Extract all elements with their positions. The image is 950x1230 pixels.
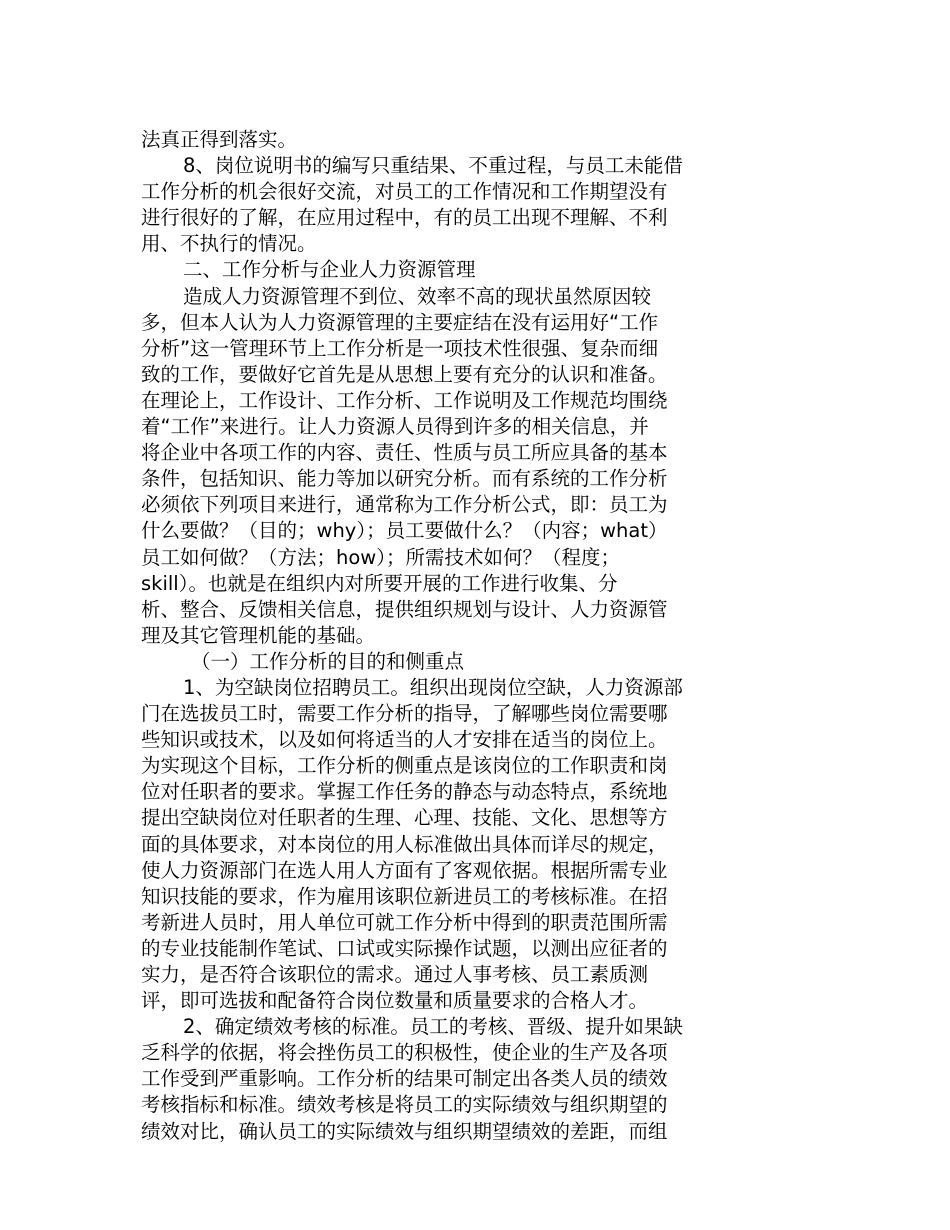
text-line: 工作分析的机会很好交流，对员工的工作情况和工作期望没有	[141, 180, 668, 204]
body-text	[141, 127, 746, 1145]
text-line: （一）工作分析的目的和侧重点	[191, 649, 465, 673]
text-line: 1、为空缺岗位招聘员工。组织出现岗位空缺，人力资源部	[183, 675, 683, 699]
text-line: 在理论上，工作设计、工作分析、工作说明及工作规范均围绕	[141, 388, 668, 412]
text-line: 实力，是否符合该职位的需求。通过人事考核、员工素质测	[141, 963, 649, 986]
text-line: 2、确定绩效考核的标准。员工的考核、晋级、提升如果缺	[183, 1015, 683, 1039]
text-line: 用、不执行的情况。	[141, 232, 317, 256]
text-line: 二、工作分析与企业人力资源管理	[183, 258, 476, 282]
text-line: 致的工作，要做好它首先是从思想上要有充分的认识和准备。	[141, 362, 668, 386]
text-line: 条件，包括知识、能力等加以研究分析。而有系统的工作分析	[141, 467, 668, 491]
text-line: 工作受到严重影响。工作分析的结果可制定出各类人员的绩效	[141, 1067, 668, 1091]
text-line: 些知识或技术，以及如何将适当的人才安排在适当的岗位上。	[141, 728, 668, 752]
text-line: skill）。也就是在组织内对所要开展的工作进行收集、分	[141, 571, 618, 595]
text-line: 进行很好的了解，在应用过程中，有的员工出现不理解、不利	[141, 206, 668, 230]
text-line: 知识技能的要求，作为雇用该职位新进员工的考核标准。在招	[141, 884, 668, 908]
text-line: 必须依下列项目来进行，通常称为工作分析公式，即：员工为	[141, 493, 668, 517]
text-line: 员工如何做？（方法；how）；所需技术如何？（程度；	[141, 545, 620, 569]
text-line: 提出空缺岗位对任职者的生理、心理、技能、文化、思想等方	[141, 806, 668, 830]
text-line: 为实现这个目标，工作分析的侧重点是该岗位的工作职责和岗	[141, 754, 668, 778]
text-line: 考新进人员时，用人单位可就工作分析中得到的职责范围所需	[141, 910, 668, 934]
text-line: 法真正得到落实。	[141, 128, 298, 151]
text-line: 使人力资源部门在选人用人方面有了客观依据。根据所需专业	[141, 858, 668, 882]
text-line: 乏科学的依据，将会挫伤员工的积极性，使企业的生产及各项	[141, 1041, 668, 1065]
text-line: 析、整合、反馈相关信息，提供组织规划与设计、人力资源管	[141, 597, 668, 621]
text-line: 着“工作”来进行。让人力资源人员得到许多的相关信息，并	[141, 415, 649, 439]
text-line: 考核指标和标准。绩效考核是将员工的实际绩效与组织期望的	[141, 1093, 668, 1117]
text-line: 多，但本人认为人力资源管理的主要症结在没有运用好“工作	[141, 310, 659, 334]
text-line: 面的具体要求，对本岗位的用人标准做出具体而详尽的规定，	[141, 832, 668, 856]
text-line: 位对任职者的要求。掌握工作任务的静态与动态特点，系统地	[141, 780, 668, 804]
text-line: 门在选拔员工时，需要工作分析的指导，了解哪些岗位需要哪	[141, 702, 668, 726]
text-line: 的专业技能制作笔试、口试或实际操作试题，以测出应征者的	[141, 936, 668, 960]
text-line: 绩效对比，确认员工的实际绩效与组织期望绩效的差距，而组	[141, 1119, 668, 1143]
text-line: 8、岗位说明书的编写只重结果、不重过程，与员工未能借	[183, 154, 683, 178]
text-line: 评，即可选拔和配备符合岗位数量和质量要求的合格人才。	[141, 989, 649, 1013]
text-line: 什么要做？（目的；why）；员工要做什么？（内容；what）	[141, 519, 668, 543]
text-line: 理及其它管理机能的基础。	[141, 623, 376, 647]
text-line: 将企业中各项工作的内容、责任、性质与员工所应具备的基本	[141, 441, 668, 465]
text-line: 造成人力资源管理不到位、效率不高的现状虽然原因较	[183, 284, 652, 308]
text-line: 分析”这一管理环节上工作分析是一项技术性很强、复杂而细	[141, 336, 659, 360]
